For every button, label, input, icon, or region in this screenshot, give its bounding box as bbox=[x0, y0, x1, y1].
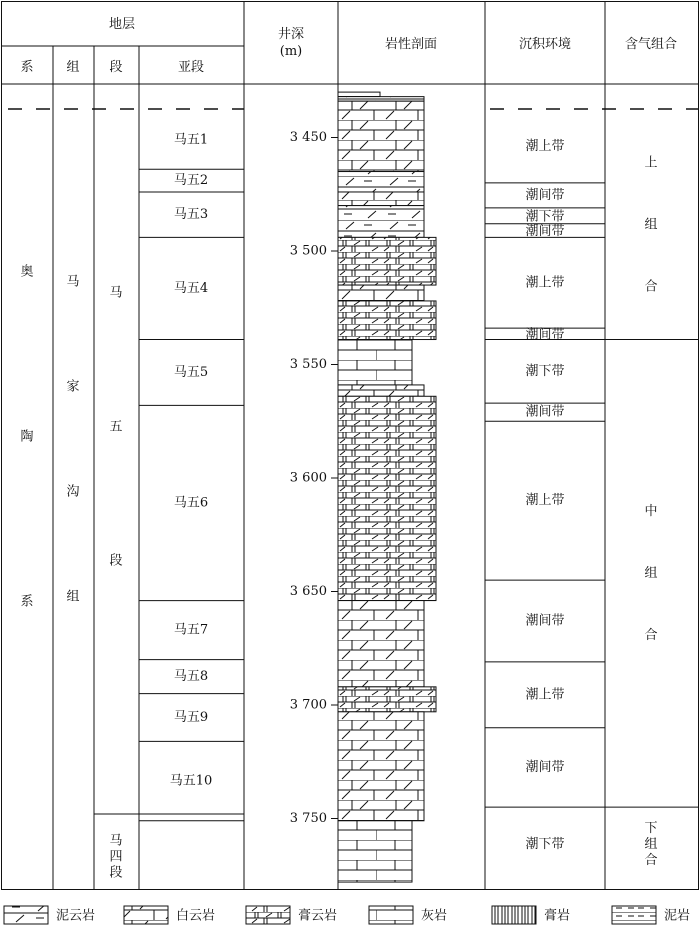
lithology-bed-gypsum-dolomite bbox=[338, 301, 436, 340]
legend-swatch-gypsum bbox=[492, 906, 536, 924]
gas-group-char: 组 bbox=[644, 565, 658, 581]
environment-label: 潮间带 bbox=[525, 224, 565, 240]
legend-label: 灰岩 bbox=[421, 908, 448, 924]
environment-column bbox=[485, 138, 605, 852]
member-char: 马 bbox=[109, 285, 123, 301]
gas-group-char: 组 bbox=[644, 217, 658, 233]
legend-swatch-gypsum-dolomite bbox=[246, 906, 290, 924]
lithology-bed-limestone bbox=[338, 821, 412, 882]
member-char: 段 bbox=[109, 553, 123, 569]
gas-group-char: 合 bbox=[644, 627, 658, 643]
environment-label: 潮间带 bbox=[525, 613, 565, 629]
depth-label: 3 700 bbox=[289, 697, 327, 713]
system-char: 奥 bbox=[20, 264, 34, 280]
environment-label: 潮上带 bbox=[525, 687, 565, 703]
header-strata: 地层 bbox=[108, 17, 136, 32]
lithology-bed-muddy-dolomite bbox=[338, 172, 424, 192]
legend-label: 白云岩 bbox=[176, 908, 216, 924]
legend-label: 泥岩 bbox=[664, 908, 691, 924]
submember-label: 马五3 bbox=[173, 207, 209, 223]
legend-swatch-mudstone bbox=[612, 906, 656, 924]
gas-group-column bbox=[605, 155, 698, 868]
submember-label: 马五6 bbox=[173, 495, 209, 511]
submember-label: 马五2 bbox=[173, 173, 209, 189]
header-environment: 沉积环境 bbox=[518, 37, 572, 52]
member-column bbox=[109, 286, 122, 881]
lithology-bed-gypsum-dolomite bbox=[338, 237, 436, 285]
lithology-bed-gypsum-dolomite bbox=[338, 396, 436, 600]
member-lower-char: 段 bbox=[109, 865, 123, 881]
legend-label: 膏云岩 bbox=[298, 908, 338, 924]
header-system: 系 bbox=[20, 60, 34, 75]
legend-swatch-dolomite bbox=[124, 906, 168, 924]
lithology-bed-gypsum-dolomite bbox=[338, 687, 436, 712]
header-member: 段 bbox=[109, 60, 123, 75]
depth-axis bbox=[290, 130, 338, 826]
depth-label: 3 550 bbox=[289, 357, 327, 372]
gas-group-char: 上 bbox=[644, 155, 658, 171]
depth-label: 3 750 bbox=[289, 811, 327, 826]
lithology-bed-dolomite bbox=[338, 192, 424, 206]
environment-label: 潮下带 bbox=[525, 209, 565, 225]
formation-column bbox=[66, 275, 79, 605]
depth-label: 3 650 bbox=[289, 584, 327, 599]
lithology-profile bbox=[338, 92, 436, 882]
environment-label: 潮间带 bbox=[525, 759, 565, 775]
submember-label: 马五8 bbox=[173, 669, 209, 685]
legend-label: 泥云岩 bbox=[56, 908, 96, 924]
legend-label: 膏岩 bbox=[544, 908, 571, 924]
lithology-bed-dolomite bbox=[338, 101, 424, 171]
submember-label: 马五5 bbox=[173, 364, 209, 380]
depth-label: 3 600 bbox=[289, 470, 327, 486]
header-depth: 井深 bbox=[277, 27, 305, 42]
environment-label: 潮下带 bbox=[525, 837, 565, 853]
submember-label: 马五7 bbox=[173, 622, 209, 638]
header-lithology: 岩性剖面 bbox=[384, 37, 438, 52]
submember-label: 马五1 bbox=[173, 132, 209, 148]
gas-group-char: 组 bbox=[644, 837, 658, 853]
environment-label: 潮上带 bbox=[525, 275, 565, 291]
gas-group-char: 合 bbox=[644, 853, 658, 869]
lithology-bed-mudstone bbox=[338, 92, 380, 97]
gas-group-char: 下 bbox=[644, 821, 658, 837]
gas-group-char: 中 bbox=[644, 503, 658, 519]
submember-column bbox=[139, 132, 244, 821]
environment-label: 潮上带 bbox=[525, 139, 565, 155]
member-lower-char: 四 bbox=[109, 849, 123, 865]
formation-char: 马 bbox=[66, 274, 80, 290]
depth-label: 3 450 bbox=[289, 130, 327, 145]
submember-label: 马五9 bbox=[173, 709, 209, 725]
depth-label: 3 500 bbox=[289, 243, 327, 259]
member-char: 五 bbox=[109, 419, 123, 435]
header-gas-group: 含气组合 bbox=[624, 37, 678, 52]
system-column bbox=[20, 264, 33, 610]
environment-label: 潮下带 bbox=[525, 363, 565, 379]
member-lower-char: 马 bbox=[109, 833, 123, 849]
submember-label: 马五10 bbox=[169, 773, 213, 789]
gas-group-char: 合 bbox=[644, 279, 658, 295]
formation-char: 家 bbox=[66, 379, 80, 395]
lithology-bed-dolomite bbox=[338, 601, 424, 687]
lithology-bed-limestone bbox=[338, 340, 412, 385]
lithology-bed-dolomite bbox=[338, 712, 424, 821]
environment-label: 潮上带 bbox=[525, 493, 565, 509]
system-char: 系 bbox=[20, 594, 34, 610]
lithology-bed-muddy-dolomite bbox=[338, 97, 424, 102]
header-submember: 亚段 bbox=[177, 60, 205, 75]
formation-char: 组 bbox=[66, 589, 80, 605]
legend bbox=[4, 906, 690, 924]
header-formation: 组 bbox=[66, 60, 80, 75]
environment-label: 潮间带 bbox=[525, 187, 565, 203]
lithology-bed-dolomite bbox=[338, 285, 424, 301]
submember-label: 马五4 bbox=[173, 280, 209, 296]
legend-swatch-muddy-dolomite bbox=[4, 906, 48, 924]
header-depth-unit: (m) bbox=[279, 44, 303, 59]
system-char: 陶 bbox=[20, 429, 34, 445]
legend-swatch-limestone bbox=[369, 906, 413, 924]
lithology-bed-muddy-dolomite bbox=[338, 206, 424, 238]
lithology-bed-dolomite bbox=[338, 385, 424, 396]
environment-label: 潮间带 bbox=[525, 404, 565, 420]
environment-label: 潮间带 bbox=[525, 327, 565, 343]
formation-char: 沟 bbox=[66, 484, 80, 500]
